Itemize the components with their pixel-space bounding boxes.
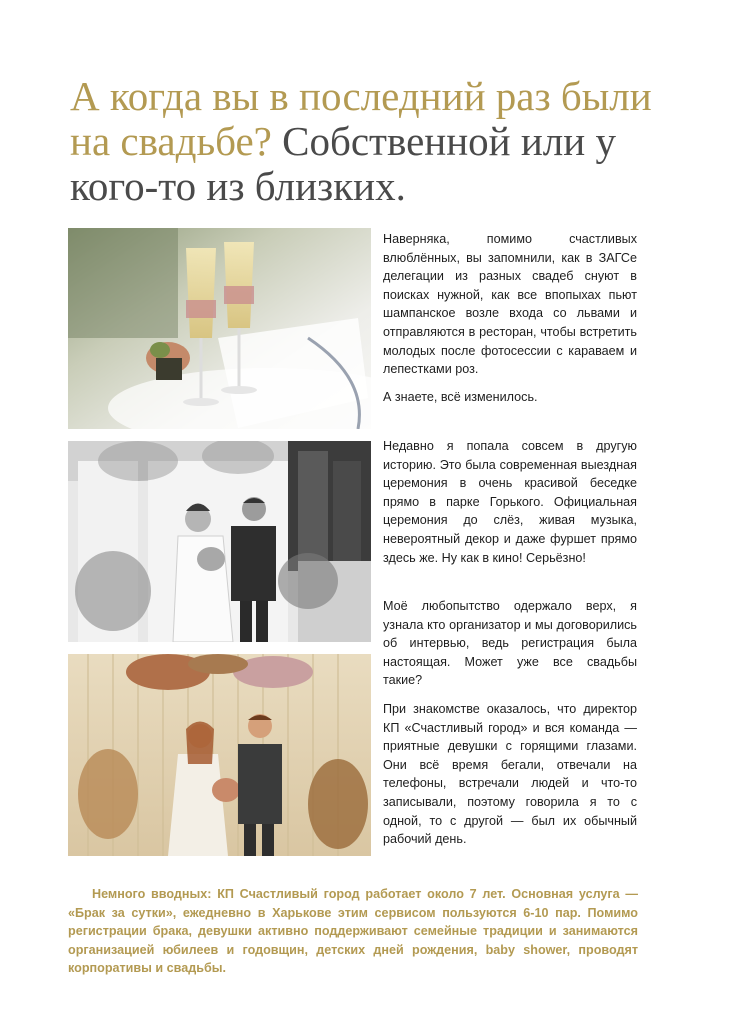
intro-facts-note: Немного вводных: КП Счастливый город работает около 7 лет. Основная услуга — «Брак за сутки», ежедневно в Харькове этим сервисом пользуются 6-10 пар. Помимо регистрации брака, девушки активно поддерживают семейные традиции и занимаются организацией юбилеев и годовщин, детских дней рождения, baby shower, проводят корпоративы и свадьбы. [68, 887, 638, 976]
article-paragraph: При знакомстве оказалось, что директор КП «Счастливый город» и вся команда — приятные девушки с горящими глазами. Они всё время бегали, отвечали на телефоны, встречали людей и что-то записывали, поэтому говорила я то с одной, то с другой — был их обычный рабочий день. [383, 702, 637, 847]
article-paragraph: Моё любопытство одержало верх, я узнала кто организатор и мы договорились об интервью, ведь регистрация была настоящая. Может уже все свадьбы такие? [383, 599, 637, 688]
article-paragraph: Недавно я попала совсем в другую историю. Это была современная выездная церемония в очень красивой беседке прямо в парке Горького. Официальная церемония до слёз, живая музыка, невероятный декор и даже фуршет прямо здесь же. Ну как в кино! Серьёзно! [383, 439, 637, 565]
champagne-glasses-photo [68, 228, 371, 429]
article-paragraph: А знаете, всё изменилось. [383, 390, 538, 404]
headline-gold-part: А когда вы в последний раз были на свадьбе? [70, 73, 652, 164]
headline-dark-part: Собственной или у кого-то из близких. [70, 118, 616, 209]
article-paragraph: Наверняка, помимо счастливых влюблённых, вы запомнили, как в ЗАГСе делегации из разных свадеб снуют в поисках нужной, как все впопыхах пьют шампанское возле входа со львами и отправляются в ресторан, чтобы встретить молодых после фотосессии с караваем и лепестками роз. [383, 232, 637, 377]
ceremony-color-photo [68, 654, 371, 856]
couple-bw-photo [68, 441, 371, 642]
page-title [70, 74, 670, 209]
